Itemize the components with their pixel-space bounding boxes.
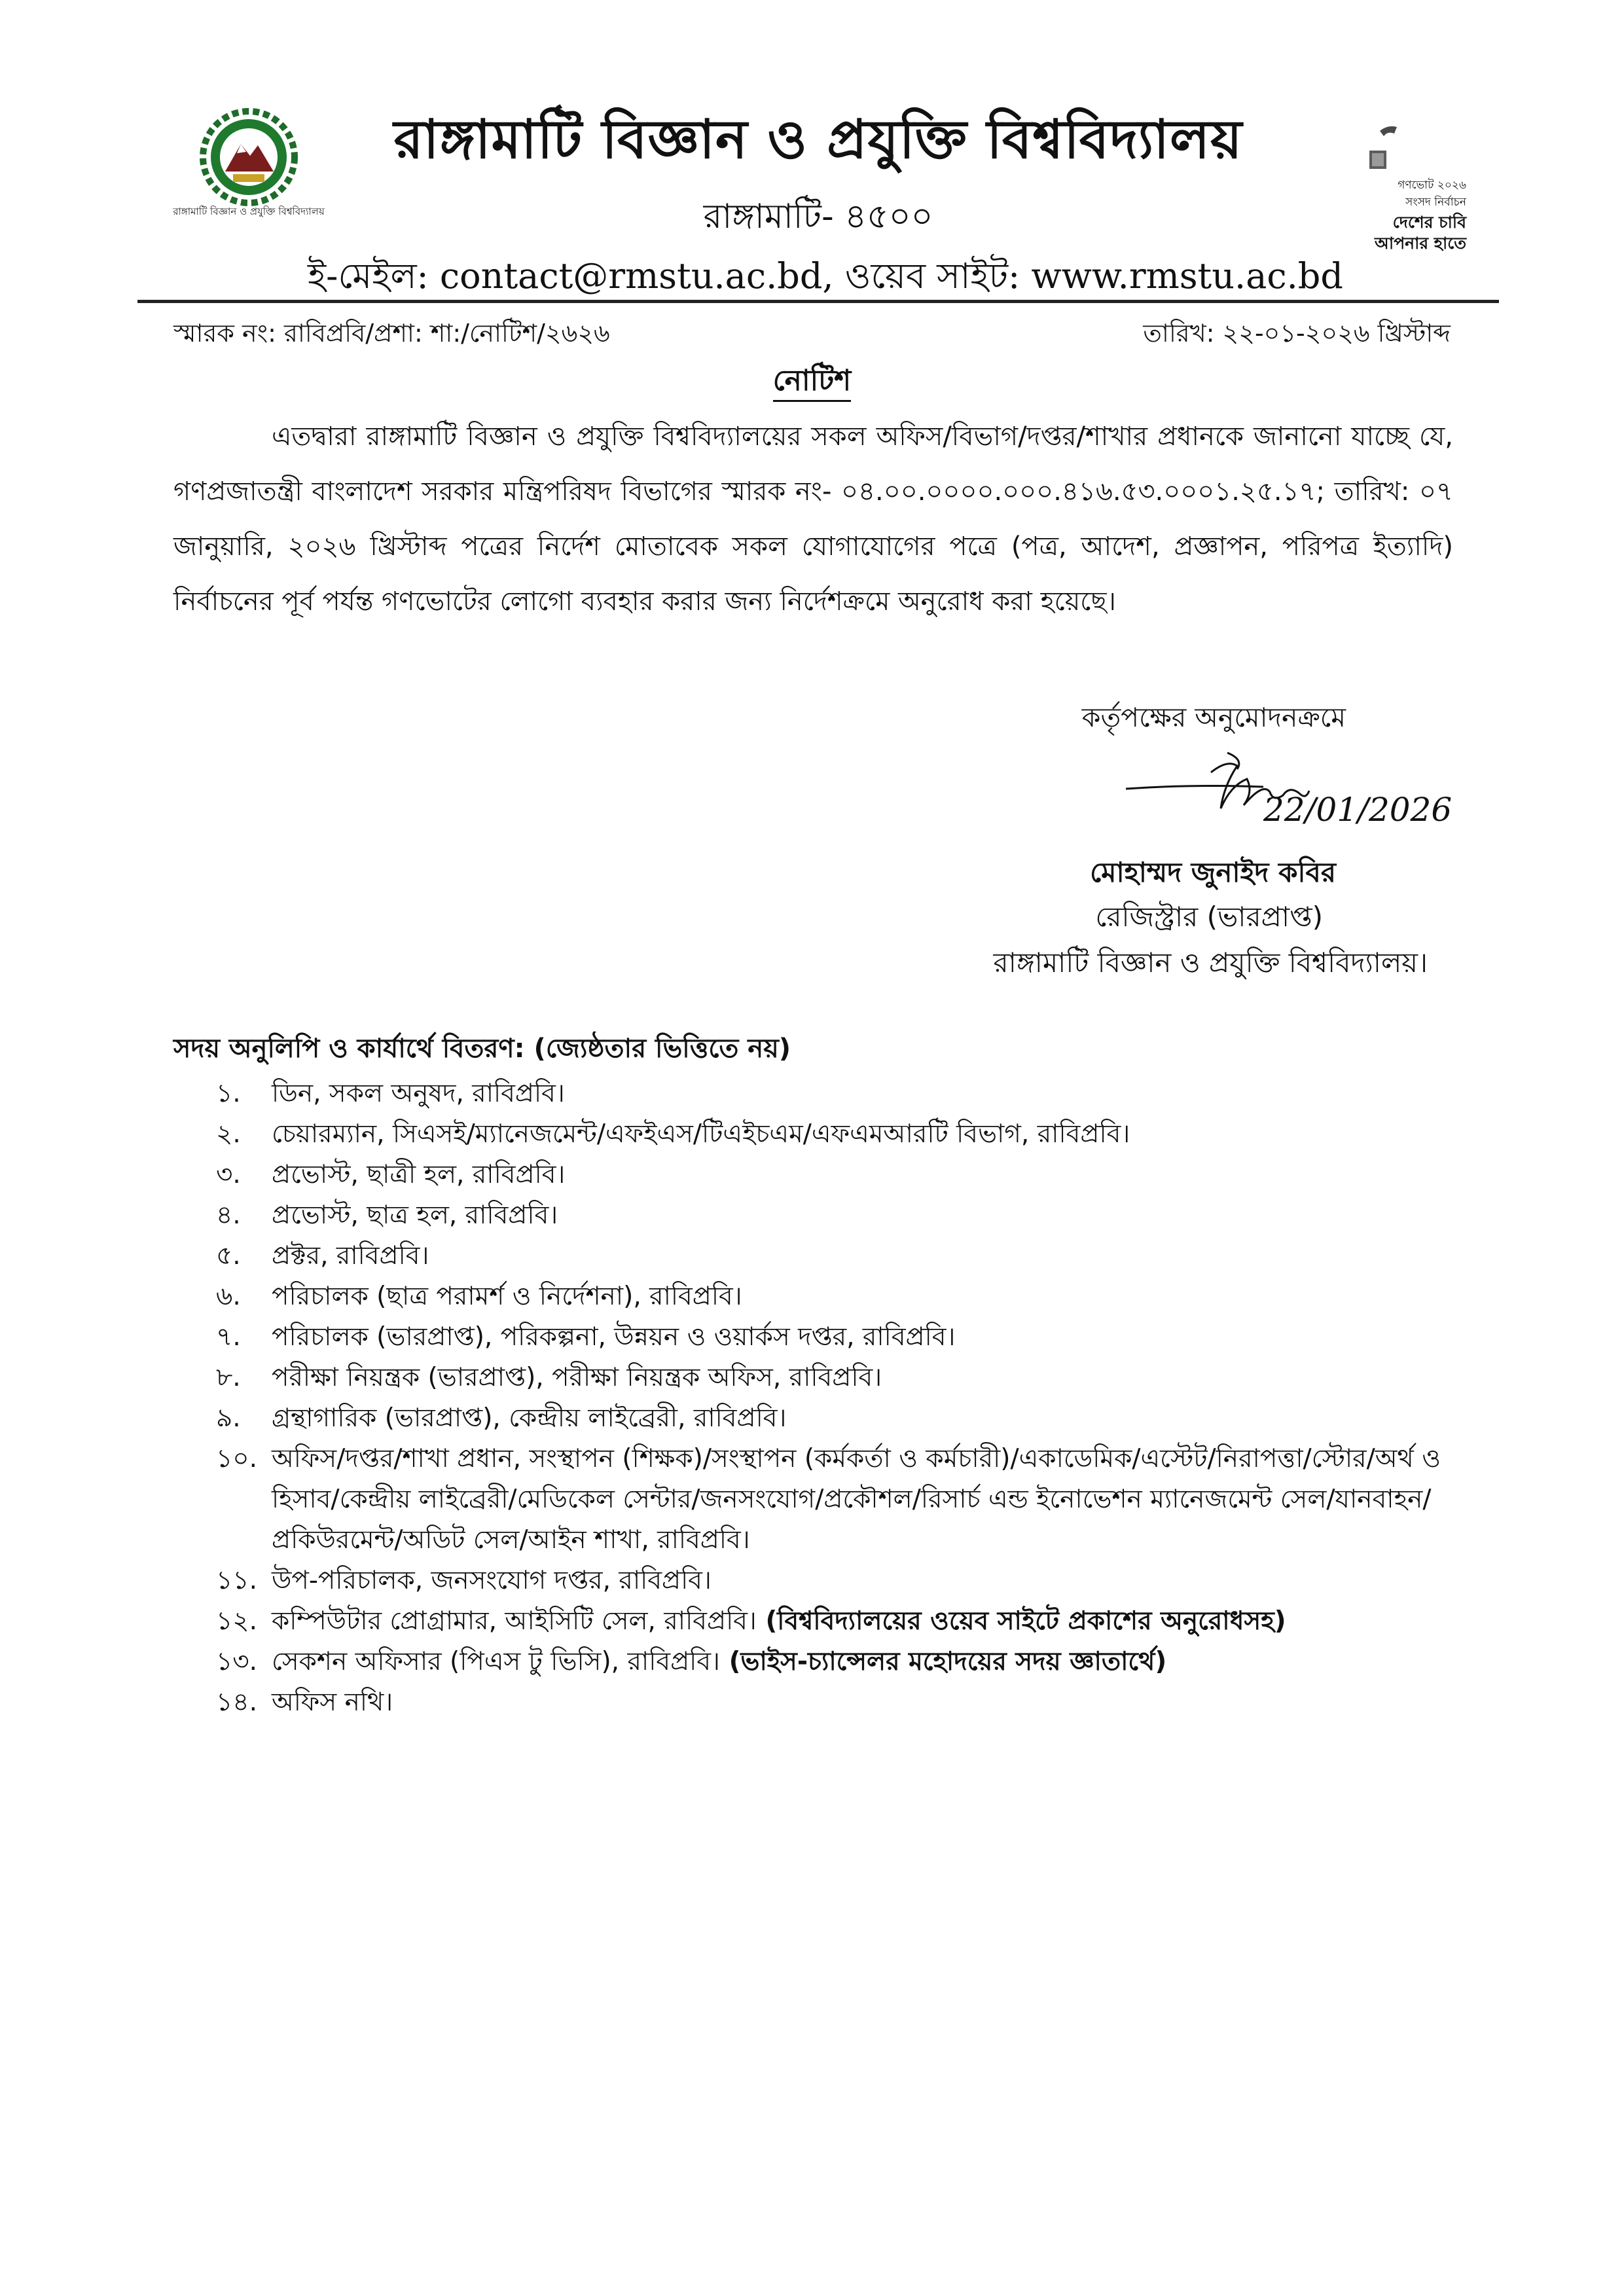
distribution-item: ৩. প্রভোস্ট, ছাত্রী হল, রাবিপ্রবি। [216,1160,566,1189]
signer-title: রেজিস্ট্রার (ভারপ্রাপ্ত) [1095,901,1323,933]
university-contact: ই-মেইল: contact@rmstu.ac.bd, ওয়েব সাইট: www.rmstu.ac.bd [308,255,1343,297]
distribution-item: ২. চেয়ারম্যান, সিএসই/ম্যানেজমেন্ট/এফইএস/টিএইচএম/এফএমআরটি বিভাগ, রাবিপ্রবি। [216,1119,1130,1149]
distribution-item: ৮. পরীক্ষা নিয়ন্ত্রক (ভারপ্রাপ্ত), পরীক্ষা নিয়ন্ত্রক অফিস, রাবিপ্রবি। [216,1363,882,1392]
election-logo [1335,79,1466,275]
distribution-item: ৫. প্রক্টর, রাবিপ্রবি। [216,1241,429,1271]
distribution-item: ১৪. অফিস নথি। [216,1688,393,1717]
distribution-item: ৪. প্রভোস্ট, ছাত্র হল, রাবিপ্রবি। [216,1201,558,1230]
election-logo-line3: দেশের চাবি [1392,213,1466,232]
notice-body: এতদ্বারা রাঙ্গামাটি বিজ্ঞান ও প্রযুক্তি বিশ্ববিদ্যালয়ের সকল অফিস/বিভাগ/দপ্তর/শাখার প্রধানকে জানানো যাচ্ছে যে, গণপ্রজাতন্ত্রী বাংলাদেশ সরকার মন্ত্রিপরিষদ বিভাগের স্মারক নং- ০৪.০০.০০০০.০০০.৪১৬.৫৩.০০০১.২৫.১৭; তারিখ: ০৭ জানুয়ারি, ২০২৬ খ্রিস্টাব্দ পত্রের নির্দেশ মোতাবেক সকল যোগাযোগের পত্রে (পত্র, আদেশ, প্রজ্ঞাপন, পরিপত্র ইত্যাদি) নির্বাচনের পূর্ব পর্যন্ত গণভোটের লোগো ব্যবহার করার জন্য নির্দেশক্রমে অনুরোধ করা হয়েছে। [173,422,1453,617]
signature-date: 22/01/2026 [1263,791,1453,829]
memo-date: তারিখ: ২২-০১-২০২৬ খ্রিস্টাব্দ [1143,319,1451,348]
distribution-item: ১১. উপ-পরিচালক, জনসংযোগ দপ্তর, রাবিপ্রবি। [216,1566,712,1595]
approval-text: কর্তৃপক্ষের অনুমোদনক্রমে [1081,702,1346,733]
memo-reference: স্মারক নং: রাবিপ্রবি/প্রশা: শা:/নোটিশ/২৬২৬ [173,319,610,348]
election-logo-line1: গণভোট ২০২৬ [1398,179,1466,192]
distribution-item: ১৩. সেকশন অফিসার (পিএস টু ভিসি), রাবিপ্রবি। (ভাইস-চ্যান্সেলর মহোদয়ের সদয় জ্ঞাতার্থে) [216,1647,1167,1676]
ballot-icon [1368,124,1401,170]
signer-organization: রাঙ্গামাটি বিজ্ঞান ও প্রযুক্তি বিশ্ববিদ্যালয়। [993,947,1428,979]
distribution-heading: সদয় অনুলিপি ও কার্যার্থে বিতরণ: (জ্যেষ্ঠতার ভিত্তিতে নয়) [173,1034,791,1064]
university-name: রাঙ্গামাটি বিজ্ঞান ও প্রযুক্তি বিশ্ববিদ্যালয় [393,109,1243,171]
election-logo-line4: আপনার হাতে [1375,234,1466,253]
distribution-list [216,1074,1499,1723]
election-logo-line2: সংসদ নির্বাচন [1405,196,1466,209]
distribution-item: ১২. কম্পিউটার প্রোগ্রামার, আইসিটি সেল, রাবিপ্রবি। (বিশ্ববিদ্যালয়ের ওয়েব সাইটে প্রকাশের অনুরোধসহ) [216,1606,1286,1636]
signer-name: মোহাম্মদ জুনাইদ কবির [1090,856,1336,888]
distribution-item: ১০. অফিস/দপ্তর/শাখা প্রধান, সংস্থাপন (শিক্ষক)/সংস্থাপন (কর্মকর্তা ও কর্মচারী)/একাডেমিক/এস্টেট/নিরাপত্তা/স্টোর/অর্থ ও হিসাব/কেন্দ্রীয় লাইব্রেরী/মেডিকেল সেন্টার/জনসংযোগ/প্রকৌশল/রিসার্চ এন্ড ইনোভেশন ম্যানেজমেন্ট সেল/যানবাহন/ প্রকিউরমেন্ট/অডিট সেল/আইন শাখা, রাবিপ্রবি। [216,1444,1441,1555]
distribution-item: ৯. গ্রন্থাগারিক (ভারপ্রাপ্ত), কেন্দ্রীয় লাইব্রেরী, রাবিপ্রবি। [216,1403,787,1433]
notice-title: নোটিশ [773,364,851,402]
header-divider [137,300,1499,303]
distribution-item: ৭. পরিচালক (ভারপ্রাপ্ত), পরিকল্পনা, উন্নয়ন ও ওয়ার্কস দপ্তর, রাবিপ্রবি। [216,1322,956,1352]
notice-title-wrap [0,359,1624,407]
university-address: রাঙ্গামাটি- ৪৫০০ [703,197,933,236]
distribution-item: ১. ডিন, সকল অনুষদ, রাবিপ্রবি। [216,1079,565,1108]
logo-caption: রাঙ্গামাটি বিজ্ঞান ও প্রযুক্তি বিশ্ববিদ্যালয় [173,206,325,217]
distribution-item: ৬. পরিচালক (ছাত্র পরামর্শ ও নির্দেশনা), রাবিপ্রবি। [216,1282,742,1311]
